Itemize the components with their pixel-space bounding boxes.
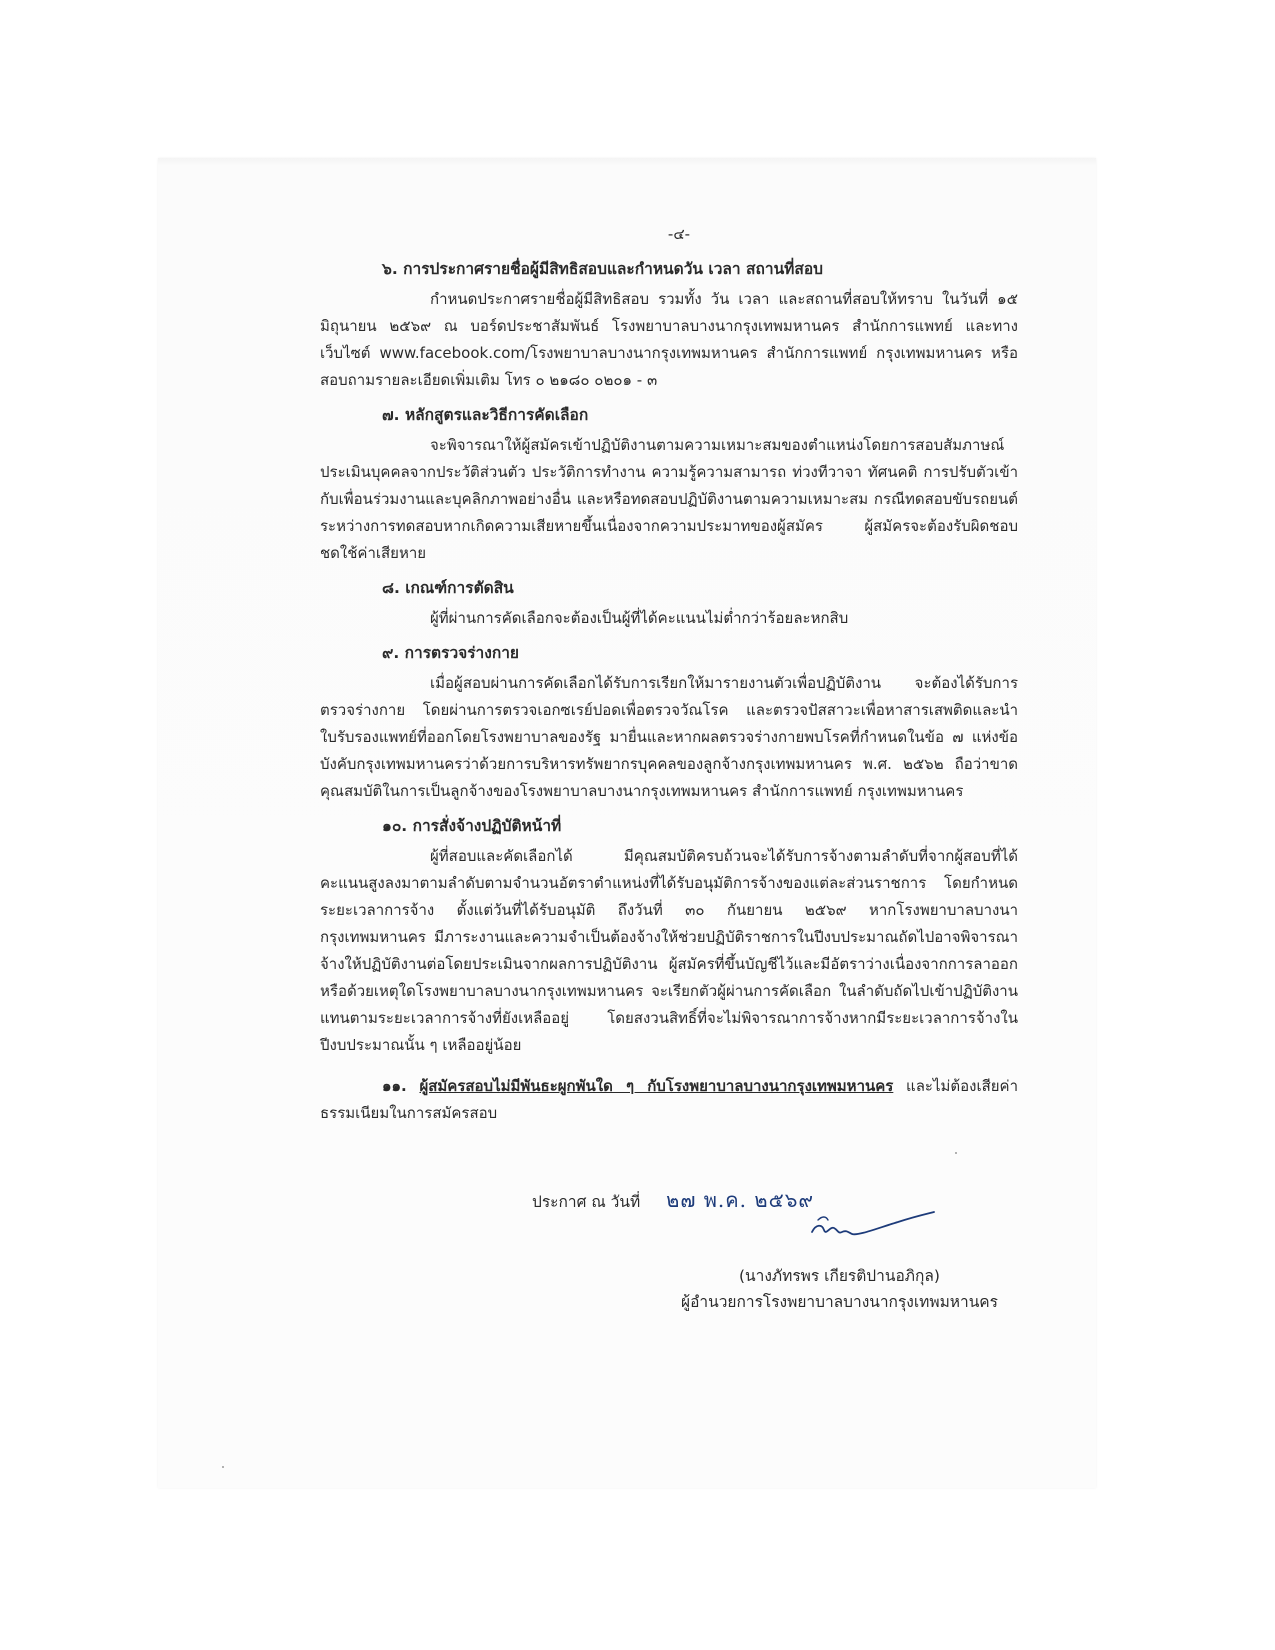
section-8-heading: ๘. เกณฑ์การตัดสิน [382,579,514,597]
section-10-body: ผู้ที่สอบและคัดเลือกได้ มีคุณสมบัติครบถ้วนจะได้รับการจ้างตามลำดับที่จากผู้สอบที่ได้คะแนนสูงลงมาตามลำดับตามจำนวนอัตราตำแหน่งที่ได้รับอนุมัติการจ้างของแต่ละส่วนราชการ โดยกำหนดระยะเวลาการจ้าง ตั้งแต่วันที่ได้รับอนุมัติ ถึงวันที่ ๓๐ กันยายน ๒๕๖๙ หากโรงพยาบาลบางนากรุงเทพมหานคร มีภาระงานและความจำเป็นต้องจ้างให้ช่วยปฏิบัติราชการในปีงบประมาณถัดไปอาจพิจารณาจ้างให้ปฏิบัติงานต่อโดยประเมินจากผลการปฏิบัติงาน ผู้สมัครที่ขึ้นบัญชีไว้และมีอัตราว่างเนื่องจากการลาออกหรือด้วยเหตุใดโรงพยาบาลบางนากรุงเทพมหานคร จะเรียกตัวผู้ผ่านการคัดเลือก ในลำดับถัดไปเข้าปฏิบัติงานแทนตามระยะเวลาการจ้างที่ยังเหลืออยู่ โดยสงวนสิทธิ์ที่จะไม่พิจารณาการจ้างหากมีระยะเวลาการจ้างในปีงบประมาณนั้น ๆ เหลืออยู่น้อย [320,847,1018,1054]
section-10-heading: ๑๐. การสั่งจ้างปฏิบัติหน้าที่ [382,817,562,835]
announcement-line [532,1184,814,1216]
signer-title: ผู้อำนวยการโรงพยาบาลบางนากรุงเทพมหานคร [681,1293,999,1311]
section-8-body: ผู้ที่ผ่านการคัดเลือกจะต้องเป็นผู้ที่ได้คะแนนไม่ต่ำกว่าร้อยละหกสิบ [430,609,849,627]
scan-speck [222,1466,224,1468]
section-6-body: กำหนดประกาศรายชื่อผู้มีสิทธิสอบ รวมทั้ง วัน เวลา และสถานที่สอบให้ทราบ ในวันที่ ๑๕ มิถุนายน ๒๕๖๙ ณ บอร์ดประชาสัมพันธ์ โรงพยาบาลบางนากรุงเทพมหานคร สำนักการแพทย์ และทางเว็บไซต์ www.facebook.com/โรงพยาบาลบางนากรุงเทพมหานคร สำนักการแพทย์ กรุงเทพมหานคร หรือสอบถามรายละเอียดเพิ่มเติม โทร ๐ ๒๑๘๐ ๐๒๐๑ - ๓ [320,290,1018,389]
section-11-number: ๑๑. [382,1077,407,1095]
section-11-underlined: ผู้สมัครสอบไม่มีพันธะผูกพันใด ๆ กับโรงพยาบาลบางนากรุงเทพมหานคร [419,1077,894,1095]
section-7-heading: ๗. หลักสูตรและวิธีการคัดเลือก [382,406,589,424]
announcement-date-stamp: ๒๗ พ.ค. ๒๕๖๙ [666,1188,815,1212]
section-11-rest: และไม่ต้องเสียค่าธรรมเนียมในการสมัครสอบ [320,1077,1018,1122]
section-9-heading: ๙. การตรวจร่างกาย [382,644,519,662]
page-number: -๔- [667,225,691,243]
section-11 [320,1073,1018,1127]
announcement-label: ประกาศ ณ วันที่ [532,1193,641,1211]
signer-name: (นางภัทรพร เกียรติปานอภิกุล) [739,1267,940,1285]
scan-speck [955,1152,957,1154]
section-7-body: จะพิจารณาให้ผู้สมัครเข้าปฏิบัติงานตามความเหมาะสมของตำแหน่งโดยการสอบสัมภาษณ์ ประเมินบุคคลจากประวัติส่วนตัว ประวัติการทำงาน ความรู้ความสามารถ ท่วงทีวาจา ทัศนคติ การปรับตัวเข้ากับเพื่อนร่วมงานและบุคลิกภาพอย่างอื่น และหรือทดสอบปฏิบัติงานตามความเหมาะสม กรณีทดสอบขับรถยนต์ ระหว่างการทดสอบหากเกิดความเสียหายขึ้นเนื่องจากความประมาทของผู้สมัคร ผู้สมัครจะต้องรับผิดชอบชดใช้ค่าเสียหาย [320,436,1018,562]
handwritten-signature [808,1206,938,1246]
section-6-heading: ๖. การประกาศรายชื่อผู้มีสิทธิสอบและกำหนดวัน เวลา สถานที่สอบ [382,260,823,278]
document-body [320,222,1018,1127]
section-9-body: เมื่อผู้สอบผ่านการคัดเลือกได้รับการเรียกให้มารายงานตัวเพื่อปฏิบัติงาน จะต้องได้รับการตรวจร่างกาย โดยผ่านการตรวจเอกซเรย์ปอดเพื่อตรวจวัณโรค และตรวจปัสสาวะเพื่อหาสารเสพติดและนำใบรับรองแพทย์ที่ออกโดยโรงพยาบาลของรัฐ มายื่นและหากผลตรวจร่างกายพบโรคที่กำหนดในข้อ ๗ แห่งข้อบังคับกรุงเทพมหานครว่าด้วยการบริหารทรัพยากรบุคคลของลูกจ้างกรุงเทพมหานคร พ.ศ. ๒๕๖๒ ถือว่าขาดคุณสมบัติในการเป็นลูกจ้างของโรงพยาบาลบางนากรุงเทพมหานคร สำนักการแพทย์ กรุงเทพมหานคร [320,674,1018,800]
